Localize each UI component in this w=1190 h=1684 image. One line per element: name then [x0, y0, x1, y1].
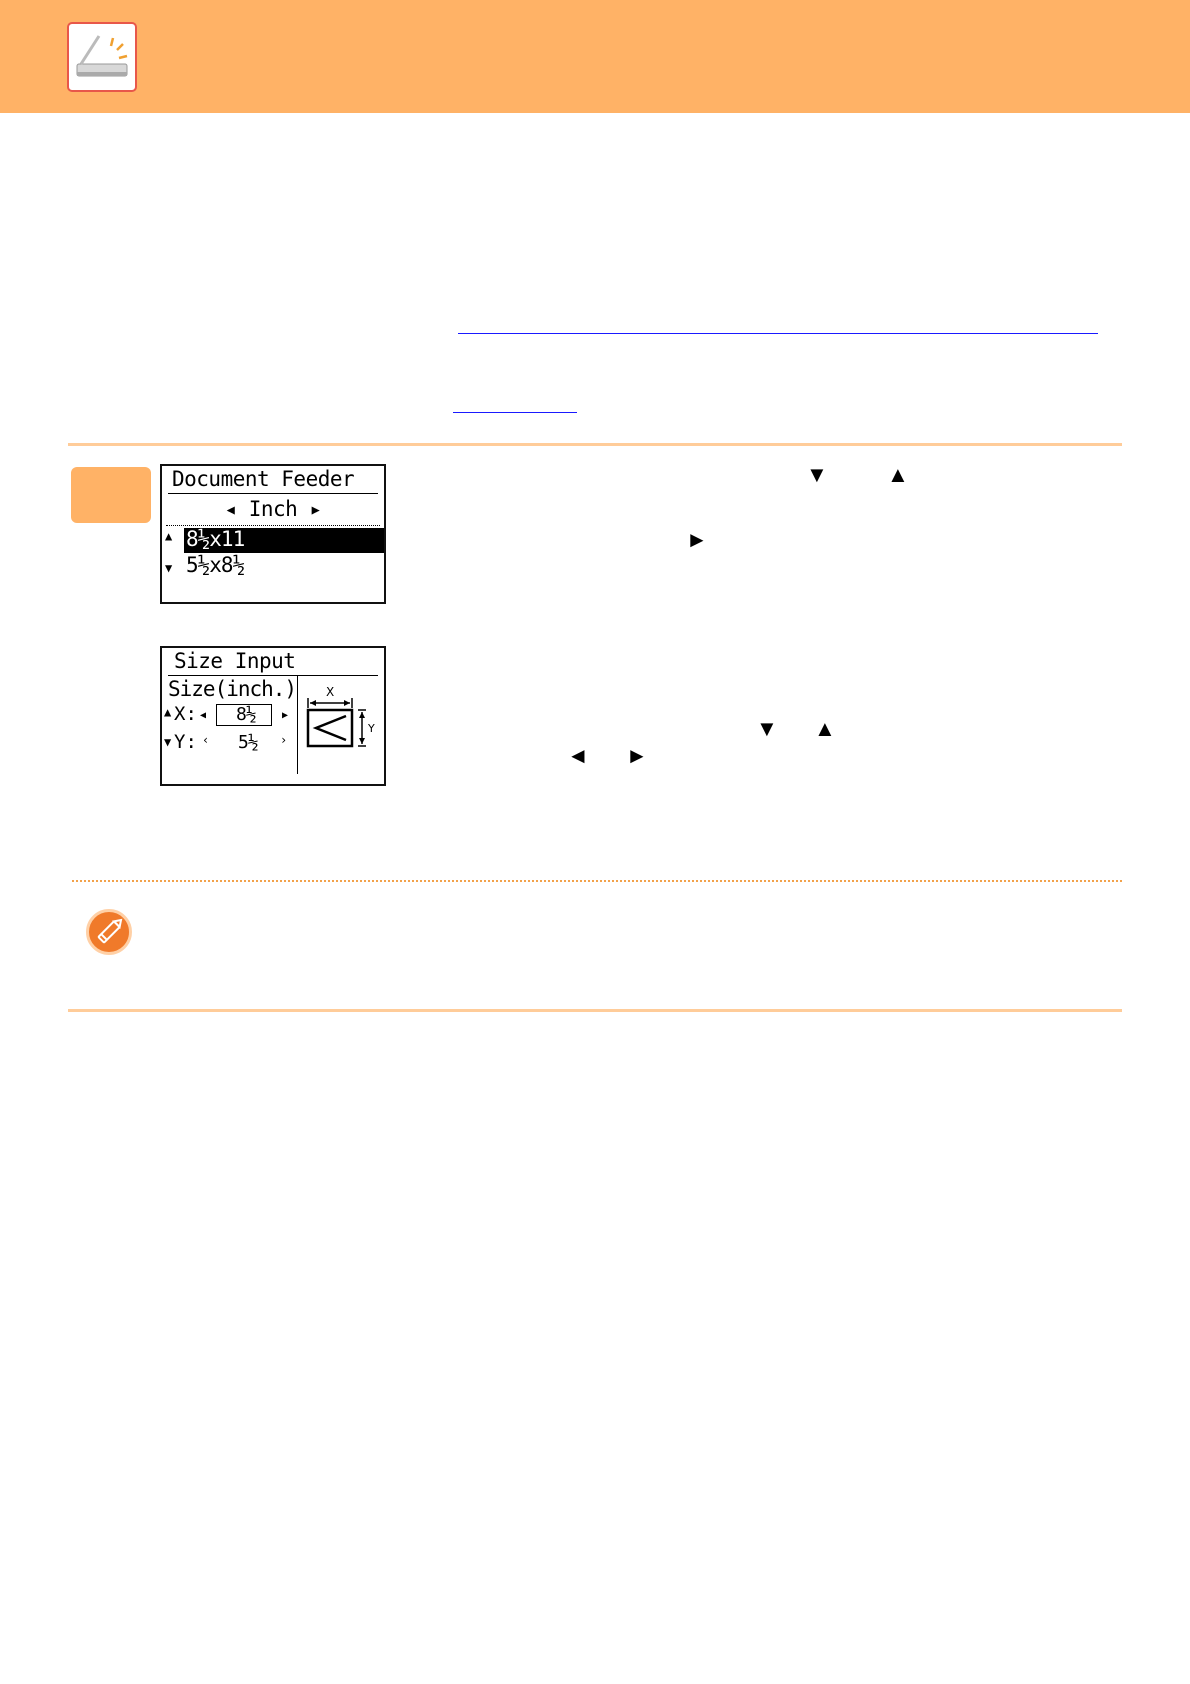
lcd-size-input: [160, 646, 386, 786]
header-band: [0, 0, 1190, 113]
section-rule-top: [68, 443, 1122, 446]
lcd-title-rule: [168, 675, 378, 676]
down-key-icon: ▼: [806, 462, 828, 487]
left-key-icon: ◄: [567, 743, 589, 768]
list-item[interactable]: 5½x8½: [186, 553, 245, 577]
link-underline-2[interactable]: [453, 412, 577, 413]
pencil-icon: [86, 909, 132, 955]
scroll-down-icon: ▼: [165, 561, 173, 575]
size-unit-label: Size(inch.): [168, 677, 297, 701]
lcd-title: Document Feeder: [172, 467, 355, 491]
lcd-vertical-divider: [297, 676, 298, 774]
step-badge: [71, 467, 151, 523]
x-label: X:: [174, 703, 197, 725]
up-key-icon: ▲: [814, 716, 836, 741]
y-right-arrow-icon: ›: [280, 733, 288, 747]
x-right-arrow-icon: ▶: [282, 710, 289, 721]
lcd-title: Size Input: [174, 649, 296, 673]
y-left-arrow-icon: ‹: [202, 733, 210, 747]
diagram-x-label: X: [326, 685, 335, 699]
lcd-title-rule: [168, 493, 378, 494]
unit-selector[interactable]: ◂ Inch ▸: [224, 497, 322, 521]
lcd-dotted-divider: [166, 525, 380, 526]
note-dotted-rule: [72, 880, 1122, 882]
y-value: 5½: [238, 732, 258, 753]
scanner-icon: [67, 22, 137, 92]
right-key-icon: ►: [686, 527, 708, 552]
scroll-down-icon: ▼: [164, 735, 172, 749]
section-rule-bottom: [68, 1009, 1122, 1012]
scroll-up-icon: ▲: [164, 705, 172, 719]
x-left-arrow-icon: ◀: [200, 710, 207, 721]
x-value: 8½: [236, 704, 256, 725]
down-key-icon: ▼: [756, 716, 778, 741]
list-item-selected[interactable]: 8½x11: [186, 527, 245, 551]
original-size-diagram: [302, 680, 384, 750]
up-key-icon: ▲: [887, 462, 909, 487]
link-underline-1[interactable]: [458, 333, 1098, 334]
y-label: Y:: [174, 731, 197, 753]
right-key-icon: ►: [626, 743, 648, 768]
diagram-y-label: Y: [368, 722, 375, 735]
scroll-up-icon: ▲: [165, 529, 173, 543]
lcd-document-feeder: [160, 464, 386, 604]
